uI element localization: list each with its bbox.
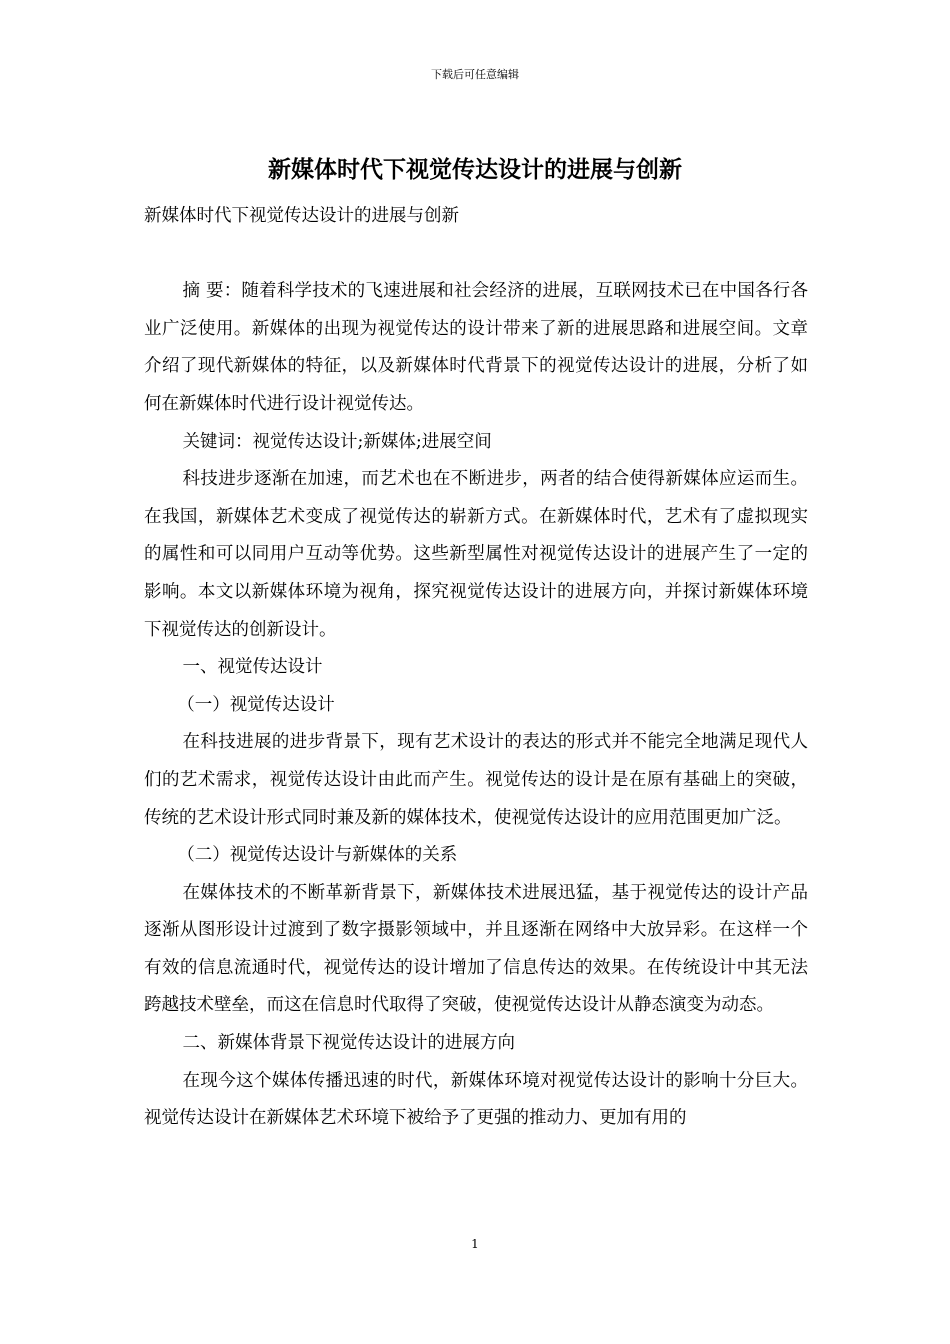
document-subtitle: 新媒体时代下视觉传达设计的进展与创新 xyxy=(144,206,459,226)
section-2-paragraph: 在现今这个媒体传播迅速的时代，新媒体环境对视觉传达设计的影响十分巨大。视觉传达设计在新媒体艺术环境下被给予了更强的推动力、更加有用的 xyxy=(144,1070,808,1129)
section-1-heading: 一、视觉传达设计 xyxy=(182,657,323,678)
document-title: 新媒体时代下视觉传达设计的进展与创新 xyxy=(268,156,682,183)
section-1-2-heading: （二）视觉传达设计与新媒体的关系 xyxy=(177,845,458,866)
section-1-2-paragraph: 在媒体技术的不断革新背景下，新媒体技术进展迅猛，基于视觉传达的设计产品逐渐从图形设计过渡到了数字摄影领域中，并且逐渐在网络中大放异彩。在这样一个有效的信息流通时代，视觉传达的设计增加了信息传达的效果。在传统设计中其无法跨越技术壁垒，而这在信息时代取得了突破，使视觉传达设计从静态演变为动态。 xyxy=(144,882,808,1016)
section-1-1-heading: （一）视觉传达设计 xyxy=(177,694,335,715)
document-body xyxy=(144,198,808,1138)
keywords-line: 关键词：视觉传达设计;新媒体;进展空间 xyxy=(182,431,492,452)
intro-paragraph: 科技进步逐渐在加速，而艺术也在不断进步，两者的结合使得新媒体应运而生。在我国，新媒体艺术变成了视觉传达的崭新方式。在新媒体时代，艺术有了虚拟现实的属性和可以同用户互动等优势。这些新型属性对视觉传达设计的进展产生了一定的影响。本文以新媒体环境为视角，探究视觉传达设计的进展方向，并探讨新媒体环境下视觉传达的创新设计。 xyxy=(144,469,808,640)
page-number: 1 xyxy=(471,1237,479,1251)
section-2-heading: 二、新媒体背景下视觉传达设计的进展方向 xyxy=(182,1033,515,1054)
section-1-1-paragraph: 在科技进展的进步背景下，现有艺术设计的表达的形式并不能完全地满足现代人们的艺术需求，视觉传达设计由此而产生。视觉传达的设计是在原有基础上的突破，传统的艺术设计形式同时兼及新的媒体技术，使视觉传达设计的应用范围更加广泛。 xyxy=(144,732,808,828)
header-note: 下载后可任意编辑 xyxy=(431,68,519,81)
blank-line xyxy=(144,236,808,274)
abstract-paragraph: 摘 要：随着科学技术的飞速进展和社会经济的进展，互联网技术已在中国各行各业广泛使用。新媒体的出现为视觉传达的设计带来了新的进展思路和进展空间。文章介绍了现代新媒体的特征，以及新媒体时代背景下的视觉传达设计的进展，分析了如何在新媒体时代进行设计视觉传达。 xyxy=(144,281,808,414)
